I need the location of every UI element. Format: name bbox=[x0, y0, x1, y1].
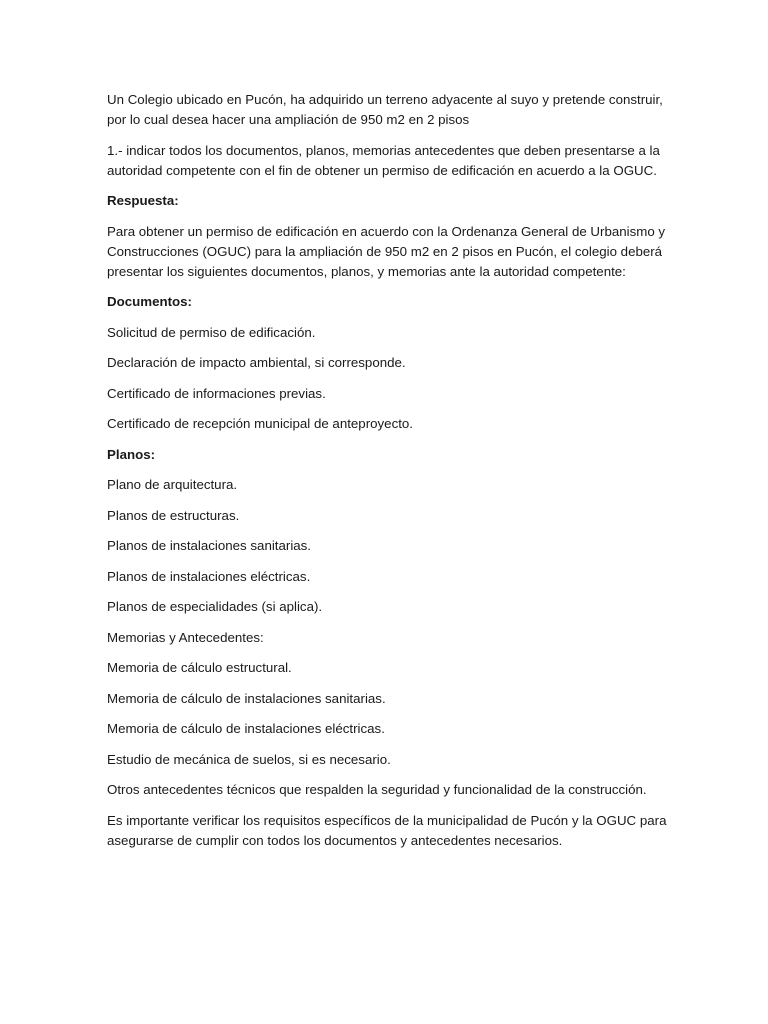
plans-item: Planos de instalaciones sanitarias. bbox=[107, 538, 312, 553]
memories-item: Memoria de cálculo estructural. bbox=[107, 660, 292, 675]
plans-item: Planos de especialidades (si aplica). bbox=[107, 599, 323, 614]
documents-item: Certificado de recepción municipal de anteproyecto. bbox=[107, 416, 414, 431]
documents-item: Solicitud de permiso de edificación. bbox=[107, 324, 316, 340]
memories-item: Memoria de cálculo de instalaciones eléctricas. bbox=[107, 721, 385, 736]
memories-item: Otros antecedentes técnicos que respalden la seguridad y funcionalidad de la construcción. bbox=[107, 782, 647, 797]
question-paragraph: 1.- indicar todos los documentos, planos, memorias antecedentes que deben presentarse a la autoridad competente con el fin de obtener un permiso de edificación en acuerdo a la OGUC. bbox=[107, 142, 660, 178]
memories-item: Estudio de mecánica de suelos, si es necesario. bbox=[107, 751, 391, 767]
plans-item: Planos de instalaciones eléctricas. bbox=[107, 568, 311, 584]
plans-item: Planos de estructuras. bbox=[107, 507, 240, 523]
memories-heading: Memorias y Antecedentes: bbox=[107, 629, 264, 645]
answer-heading: Respuesta: bbox=[107, 193, 179, 208]
plans-item: Plano de arquitectura. bbox=[107, 477, 238, 492]
documents-item: Declaración de impacto ambiental, si corresponde. bbox=[107, 355, 406, 370]
plans-heading: Planos: bbox=[107, 446, 156, 462]
memories-item: Memoria de cálculo de instalaciones sanitarias. bbox=[107, 690, 386, 706]
document-body bbox=[107, 90, 667, 861]
answer-intro-paragraph: Para obtener un permiso de edificación en acuerdo con la Ordenanza General de Urbanismo y Construcciones (OGUC) para la ampliación de 950 m2 en 2 pisos en Pucón, el colegio deberá presentar los siguientes documentos, planos, y memorias ante la autoridad competente: bbox=[107, 223, 666, 279]
intro-paragraph: Un Colegio ubicado en Pucón, ha adquirido un terreno adyacente al suyo y pretende construir, por lo cual desea hacer una ampliación de 950 m2 en 2 pisos bbox=[107, 92, 663, 127]
closing-paragraph: Es importante verificar los requisitos específicos de la municipalidad de Pucón y la OGUC para asegurarse de cumplir con todos los documentos y antecedentes necesarios. bbox=[107, 812, 667, 848]
documents-heading: Documentos: bbox=[107, 294, 192, 309]
documents-item: Certificado de informaciones previas. bbox=[107, 385, 326, 401]
